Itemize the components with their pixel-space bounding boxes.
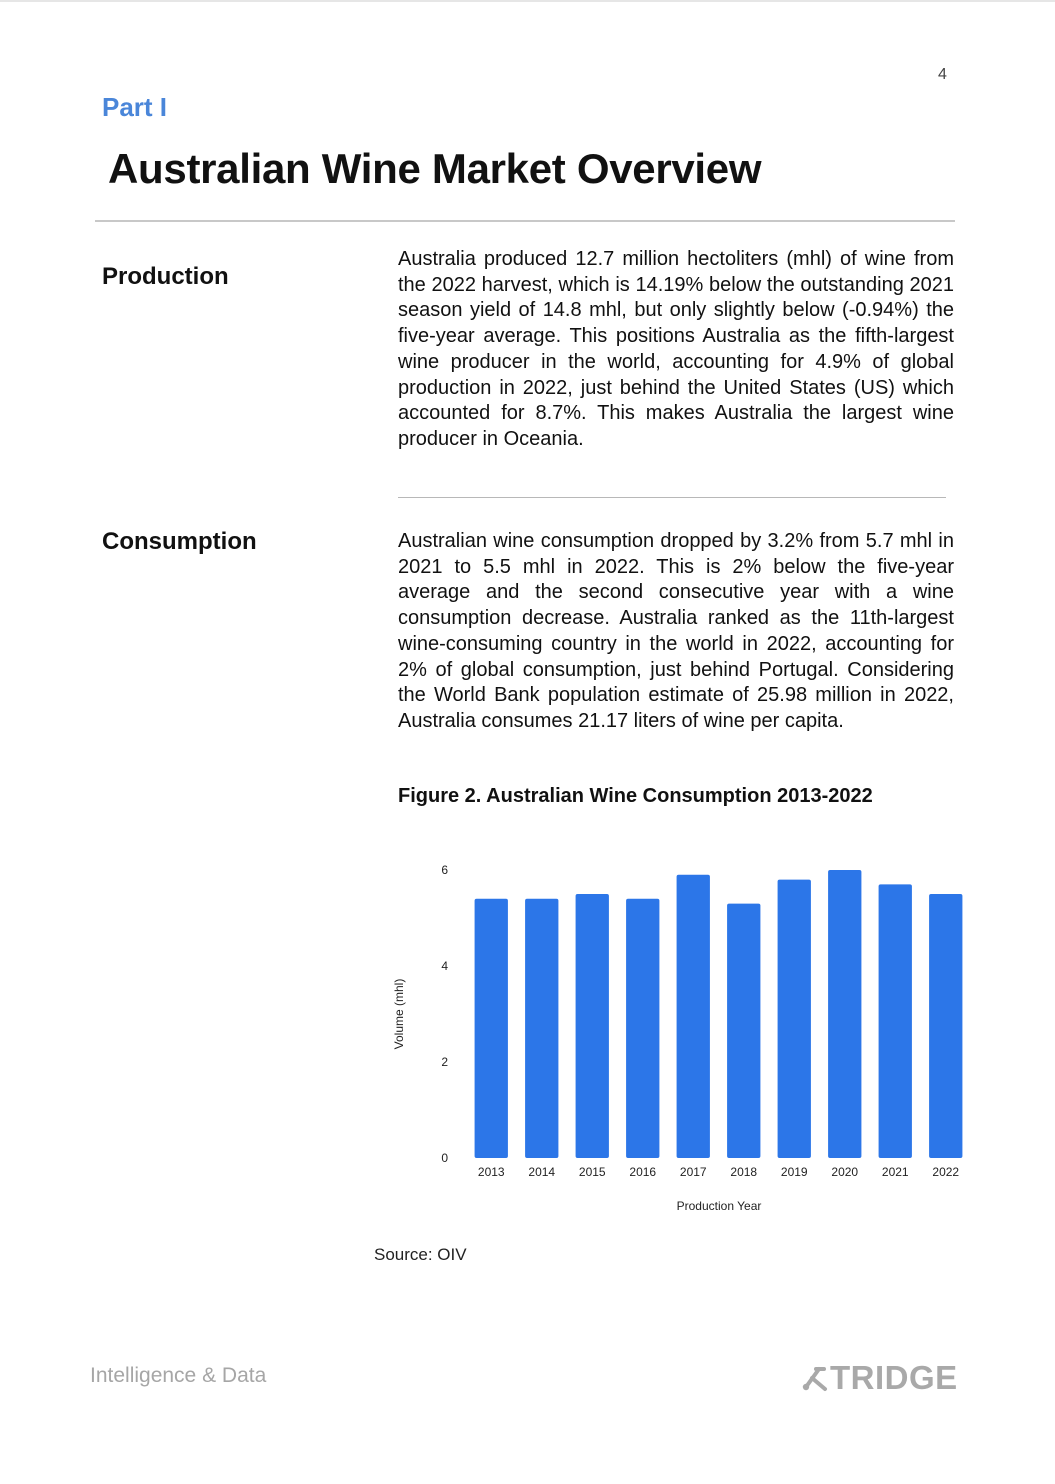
y-axis-ticks [441,863,448,1165]
x-tick-label: 2013 [477,1165,505,1179]
consumption-heading: Consumption [102,528,257,555]
x-tick-label: 2017 [679,1165,707,1179]
x-tick-label: 2020 [831,1165,859,1179]
bar-2017 [677,875,710,1158]
bar-2019 [778,880,811,1158]
figure-caption: Figure 2. Australian Wine Consumption 2013-2022 [398,785,873,807]
page-title: Australian Wine Market Overview [108,145,762,192]
figure-source: Source: OIV [374,1245,467,1264]
x-tick-label: 2014 [528,1165,556,1179]
page-top-border [0,0,1055,2]
bar-2013 [475,899,508,1158]
x-tick-label: 2022 [932,1165,960,1179]
x-tick-label: 2018 [730,1165,758,1179]
x-tick-label: 2016 [629,1165,657,1179]
part-label: Part I [102,92,168,122]
bar-2014 [525,899,558,1158]
section-divider [398,497,946,498]
title-divider [95,220,955,222]
x-tick-label: 2021 [881,1165,909,1179]
x-axis-ticks [478,1165,960,1179]
x-tick-label: 2015 [578,1165,606,1179]
consumption-paragraph: Australian wine consumption dropped by 3.2% from 5.7 mhl in 2021 to 5.5 mhl in 2022. This is 2% below the five-year average and the second consecutive year with a wine consumption decrease. Australia ranked as the 11th-largest wine-consuming country in the world in 2022, accounting for 2% of global consumption, just behind Portugal. Considering the World Bank population estimate of 25.98 million in 2022, Australia consumes 21.17 liters of wine per capita. [398,530,954,732]
bar-2018 [727,904,760,1158]
tridge-logo [800,1360,958,1396]
bar-2020 [828,870,861,1158]
page-number: 4 [938,66,947,83]
bars-group [475,870,963,1158]
x-tick-label: 2019 [780,1165,808,1179]
production-paragraph: Australia produced 12.7 million hectoliters (mhl) of wine from the 2022 harvest, which is 14.19% below the outstanding 2021 season yield of 14.8 mhl, but only slightly below (-0.94%) the five-year average. This positions Australia as the fifth-largest wine producer in the world, accounting for 4.9% of global production in 2022, just behind the United States (US) which accounted for 8.7%. This makes Australia the largest wine producer in Oceania. [398,248,954,450]
y-tick-label: 0 [441,1151,448,1165]
y-tick-label: 6 [441,863,448,877]
footer-tagline: Intelligence & Data [90,1364,267,1387]
production-heading: Production [102,263,229,290]
y-tick-label: 4 [441,959,448,973]
tridge-logo-icon [800,1363,830,1393]
bar-2021 [879,884,912,1158]
bar-2016 [626,899,659,1158]
bar-2022 [929,894,962,1158]
consumption-bar-chart [388,850,988,1225]
y-axis-label: Volume (mhl) [392,978,406,1050]
logo-wordmark: TRIDGE [830,1359,958,1396]
bar-2015 [576,894,609,1158]
x-axis-label: Production Year [676,1199,762,1213]
y-tick-label: 2 [441,1055,448,1069]
